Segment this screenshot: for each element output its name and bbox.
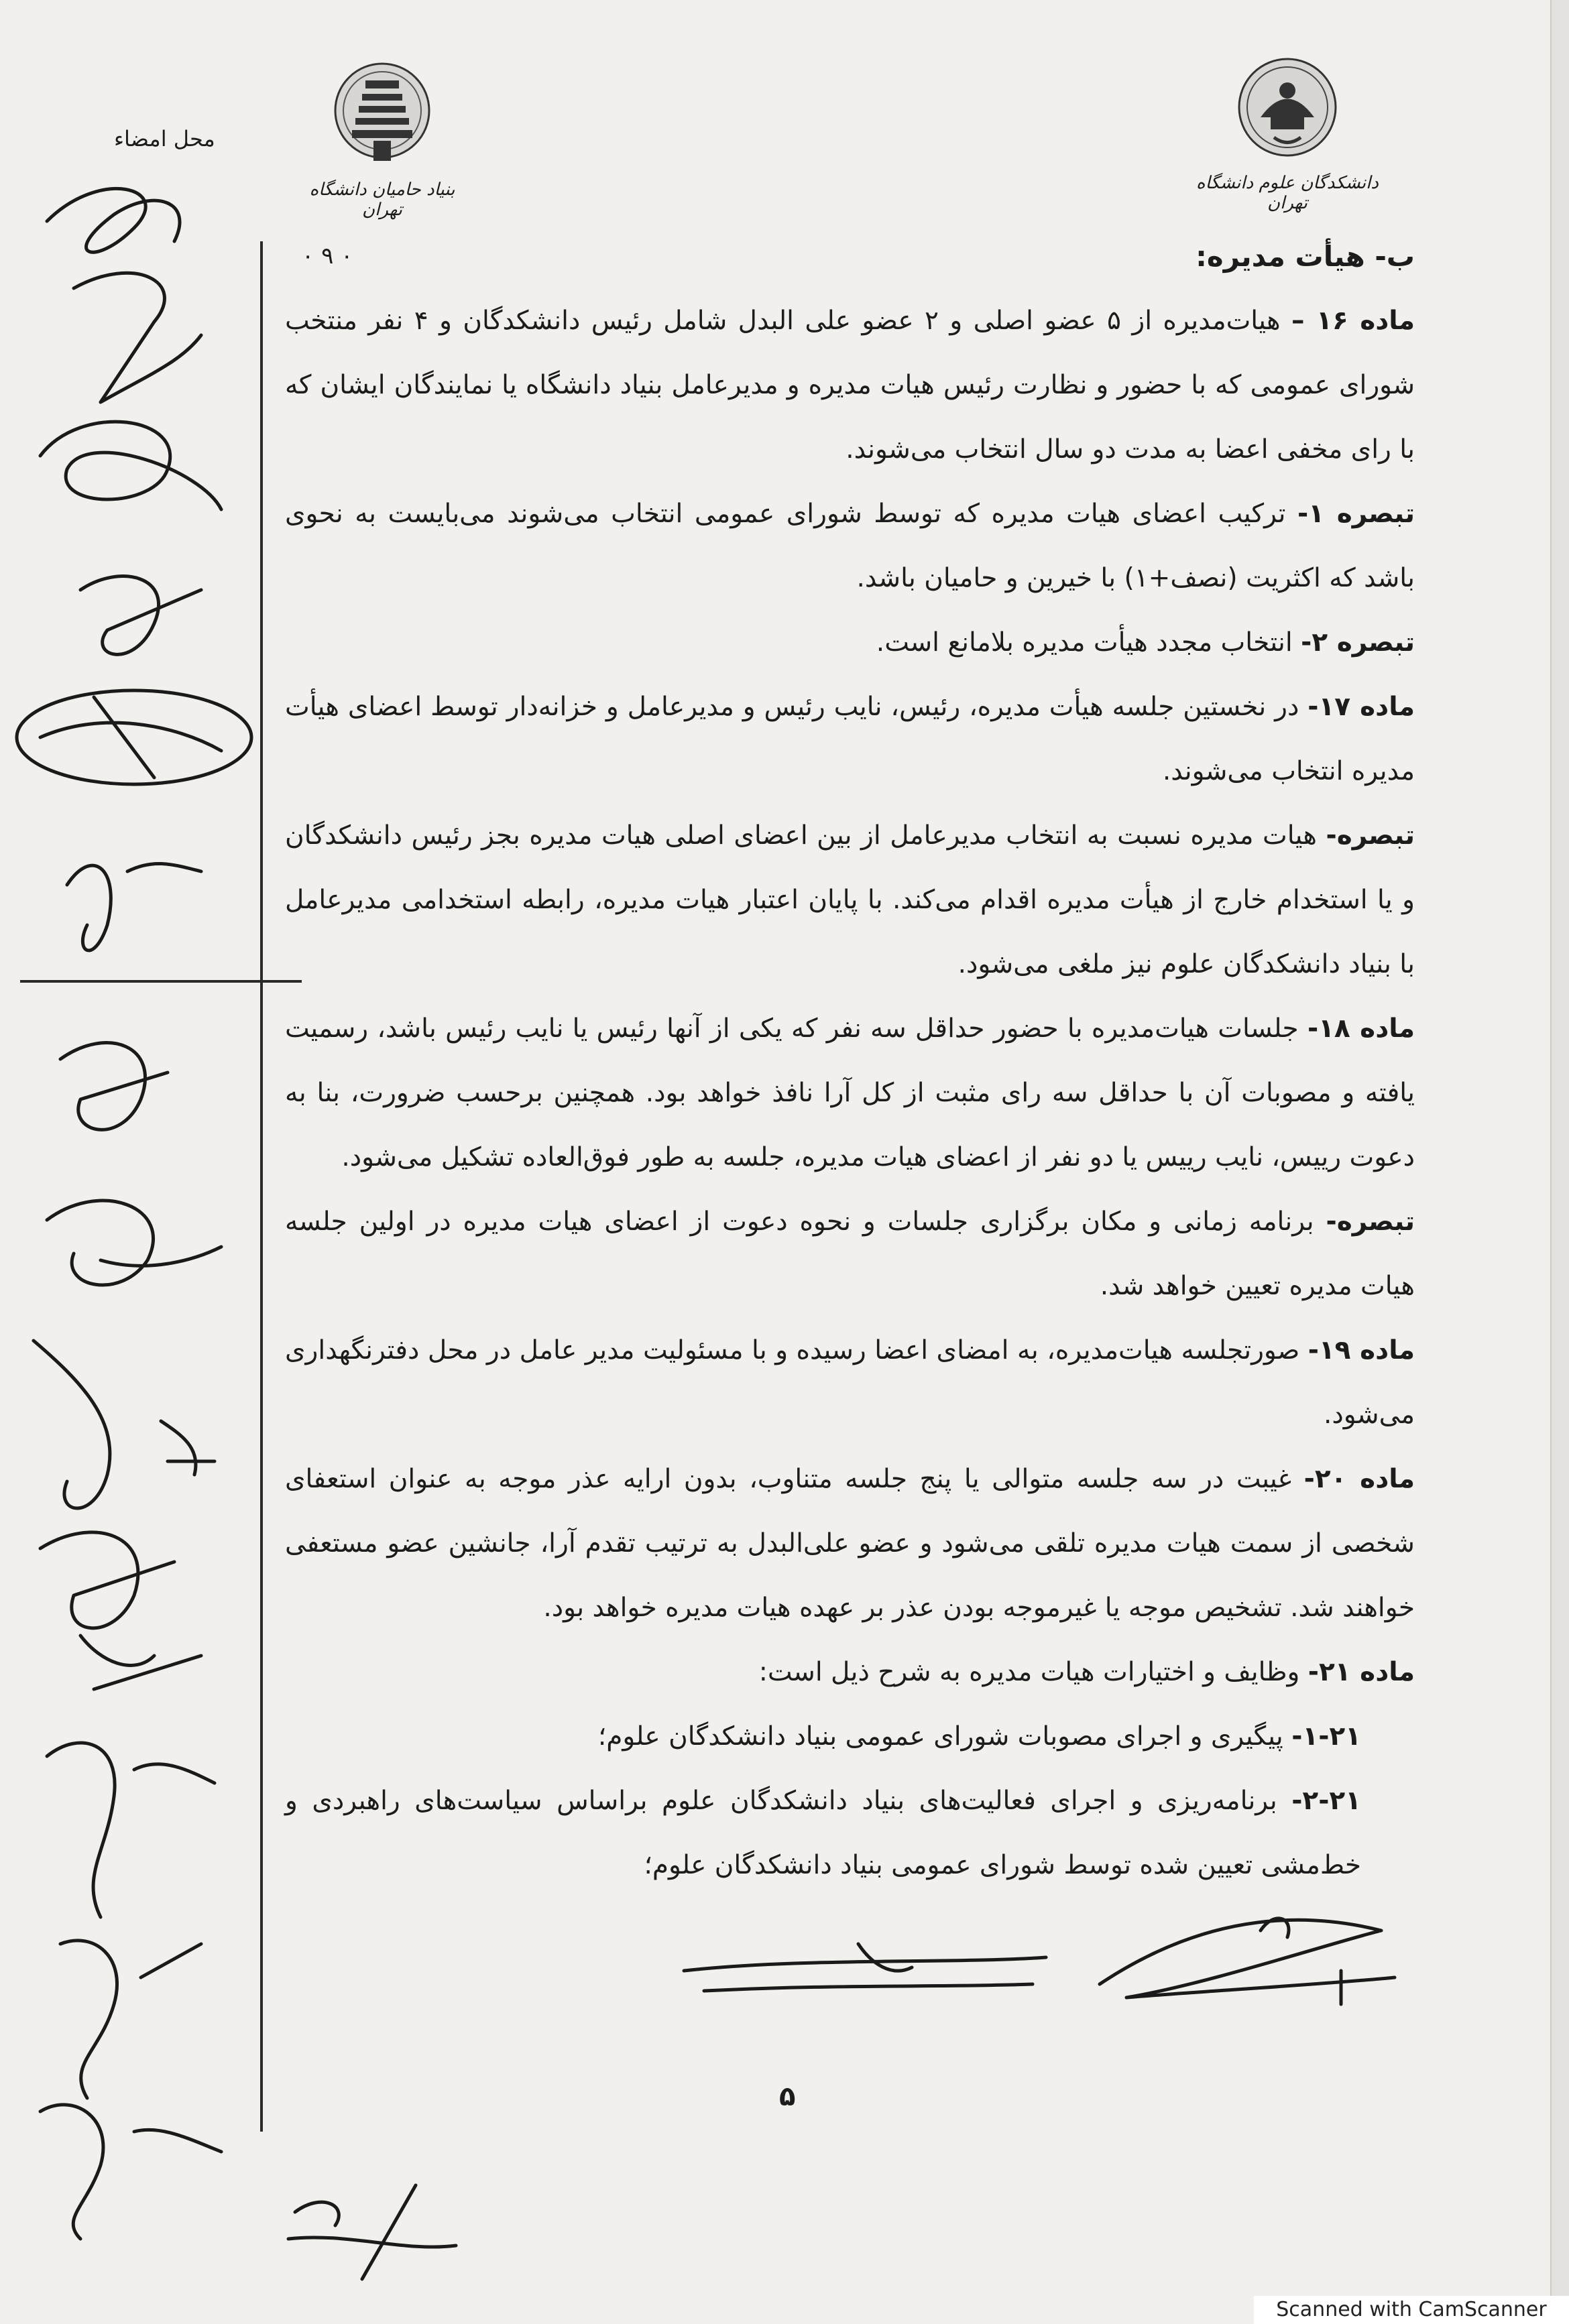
article-label: ماده ۲۰- bbox=[1303, 1464, 1415, 1494]
foundation-logo-caption: بنیاد حامیان دانشگاه تهران bbox=[309, 180, 455, 220]
signature-mark bbox=[40, 422, 221, 509]
signature-mark bbox=[60, 1043, 168, 1130]
signature-mark bbox=[161, 1421, 215, 1475]
signature-mark bbox=[47, 188, 180, 252]
signature-mark bbox=[74, 273, 201, 402]
section-title: ب- هیأت مدیره: bbox=[1196, 240, 1415, 273]
signature-mark bbox=[47, 1201, 221, 1285]
signature-mark bbox=[47, 1743, 215, 1917]
signature-mark bbox=[40, 2105, 221, 2239]
sub-item-label: ۱-۲۱- bbox=[1291, 1721, 1361, 1752]
signature-mark bbox=[80, 576, 201, 655]
sub-item-label: ۲-۲۱- bbox=[1291, 1786, 1361, 1816]
note-label: تبصره- bbox=[1326, 820, 1415, 851]
article-label: ماده ۱۶ – bbox=[1291, 306, 1415, 336]
article-text: هیات‌مدیره از ۵ عضو اصلی و ۲ عضو علی البدل شامل رئیس دانشکدگان و ۴ نفر منتخب شورای عمومی که با حضور و نظارت رئیس هیات مدیره و مدیرعامل بنیاد دانشگاه یا نمایندگان ایشان که با رای مخفی اعضا به مدت دو سال انتخاب می‌شوند. bbox=[285, 306, 1415, 465]
note-label: تبصره- bbox=[1326, 1207, 1415, 1237]
article-label: ماده ۱۷- bbox=[1308, 692, 1415, 722]
page-number: ۵ bbox=[779, 2081, 796, 2112]
article-label: ماده ۲۱- bbox=[1308, 1657, 1415, 1687]
page-code: ۰ ۹ ۰ bbox=[302, 243, 353, 269]
college-logo-caption: دانشکدگان علوم دانشگاه تهران bbox=[1196, 173, 1379, 213]
note-text: ترکیب اعضای هیات مدیره که توسط شورای عمومی انتخاب می‌شوند می‌بایست به نحوی باشد که اکثریت (نصف+۱) با خیرین و حامیان باشد. bbox=[285, 499, 1415, 593]
article-label: ماده ۱۹- bbox=[1308, 1335, 1415, 1365]
signature-mark bbox=[34, 1341, 110, 1508]
signature-mark bbox=[67, 863, 201, 950]
signature-mark bbox=[684, 1944, 1046, 1991]
note-label: تبصره ۱- bbox=[1297, 499, 1415, 529]
signature-mark bbox=[40, 1532, 174, 1628]
signature-mark bbox=[288, 2185, 456, 2279]
note-label: تبصره ۲- bbox=[1301, 627, 1415, 658]
signature-mark bbox=[80, 1636, 201, 1689]
signature-mark bbox=[17, 690, 251, 784]
article-text: وظایف و اختیارات هیات مدیره به شرح ذیل است: bbox=[758, 1657, 1300, 1687]
signature-column-label: محل امضاء bbox=[114, 126, 215, 151]
article-text: صورتجلسه هیات‌مدیره، به امضای اعضا رسیده و با مسئولیت مدیر عامل در محل دفترنگهداری می‌شود. bbox=[285, 1335, 1415, 1430]
article-text: غیبت در سه جلسه متوالی یا پنج جلسه متناوب، بدون ارایه عذر موجه به عنوان استعفای شخصی از سمت هیات مدیره تلقی می‌شود و عضو علی‌البدل به ترتیب تقدم آرا، جانشین عضو مستعفی خواهند شد. تشخیص موجه یا غیرموجه بودن عذر بر عهده هیات مدیره خواهد بود. bbox=[285, 1464, 1415, 1623]
article-text: جلسات هیات‌مدیره با حضور حداقل سه نفر که یکی از آنها رئیس یا نایب رئیس باشد، رسمیت یافته و مصوبات آن با حداقل سه رای مثبت از کل آرا نافذ خواهد بود. همچنین برحسب ضرورت، بنا به دعوت رییس، نایب رییس یا دو نفر از اعضای هیات مدیره، جلسه به طور فوق‌العاده تشکیل می‌شود. bbox=[285, 1014, 1415, 1172]
sub-item-text: پیگیری و اجرای مصوبات شورای عمومی بنیاد دانشکدگان علوم؛ bbox=[597, 1721, 1283, 1752]
signature-mark bbox=[1100, 1918, 1395, 1998]
signature-mark bbox=[60, 1941, 201, 2098]
scanner-footer: Scanned with CamScanner bbox=[1254, 2296, 1569, 2324]
signature-mark bbox=[40, 697, 221, 778]
sub-item-text: برنامه‌ریزی و اجرای فعالیت‌های بنیاد دانشکدگان علوم براساس سیاست‌های راهبردی و خط‌مشی تعیین شده توسط شورای عمومی بنیاد دانشکدگان علوم؛ bbox=[285, 1786, 1361, 1880]
note-text: انتخاب مجدد هیأت مدیره بلامانع است. bbox=[876, 627, 1293, 658]
note-text: هیات مدیره نسبت به انتخاب مدیرعامل از بین اعضای اصلی هیات مدیره بجز رئیس دانشکدگان و یا استخدام خارج از هیأت مدیره اقدام می‌کند. با پایان اعتبار هیات مدیره، رابطه استخدامی مدیرعامل با بنیاد دانشکدگان علوم نیز ملغی می‌شود. bbox=[285, 820, 1415, 979]
article-label: ماده ۱۸- bbox=[1307, 1014, 1415, 1044]
note-text: برنامه زمانی و مکان برگزاری جلسات و نحوه دعوت از اعضای هیات مدیره در اولین جلسه هیات مدیره تعیین خواهد شد. bbox=[285, 1207, 1415, 1301]
article-text: در نخستین جلسه هیأت مدیره، رئیس، نایب رئیس و مدیرعامل و خزانه‌دار توسط اعضای هیأت مدیره انتخاب می‌شوند. bbox=[285, 692, 1415, 786]
